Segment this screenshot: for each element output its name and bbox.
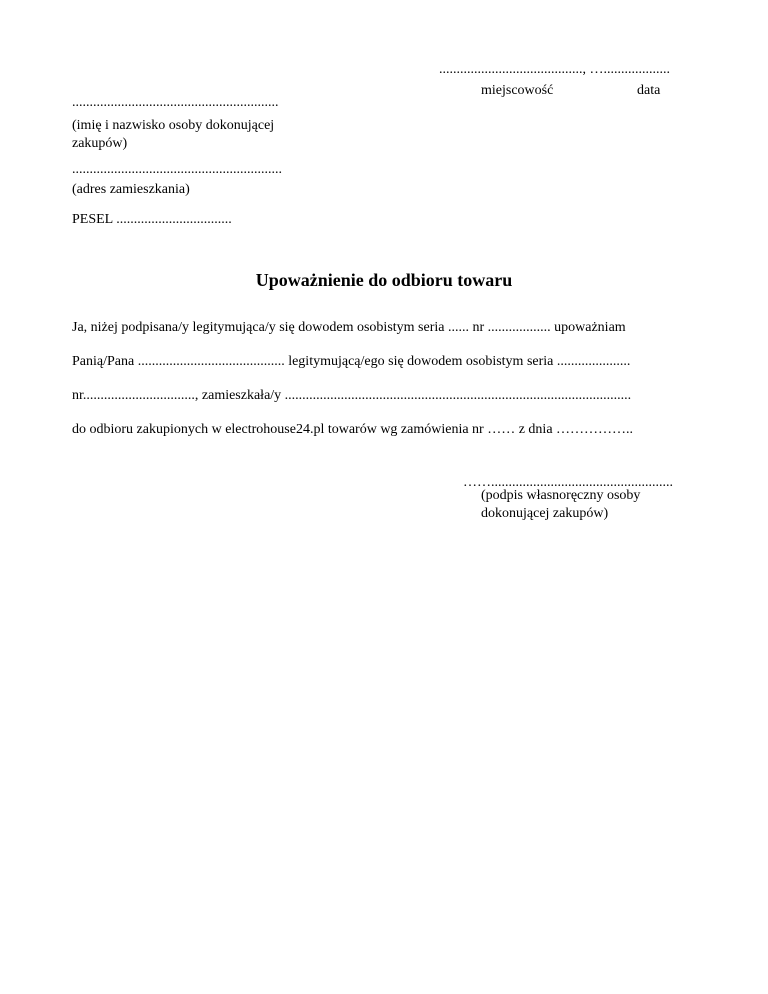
body-line-1: Ja, niżej podpisana/y legitymująca/y się dowodem osobistym seria ...... nr .................. upoważniam bbox=[72, 320, 626, 335]
signature-caption: (podpis własnoręczny osoby dokonującej zakupów) bbox=[481, 488, 641, 521]
date-label: data bbox=[637, 83, 661, 98]
name-caption: (imię i nazwisko osoby dokonującej zakupów) bbox=[72, 118, 275, 151]
signature-dots: …….................................................... bbox=[463, 475, 673, 490]
body-line-4: do odbioru zakupionych w electrohouse24.pl towarów wg zamówienia nr …… z dnia …………….. bbox=[72, 422, 634, 437]
name-dots: ........................................................... bbox=[72, 95, 279, 110]
address-dots: ............................................................ bbox=[72, 162, 282, 177]
pesel-line: PESEL ................................. bbox=[72, 212, 232, 227]
place-date-dots: ........................................., …................... bbox=[439, 62, 670, 77]
address-caption: (adres zamieszkania) bbox=[72, 182, 190, 197]
place-label: miejscowość bbox=[481, 83, 554, 98]
body-line-3: nr................................, zamieszkała/y ................................................................................................... bbox=[72, 388, 632, 403]
body-line-2: Panią/Pana .......................................... legitymującą/ego się dowodem osobistym seria ..................... bbox=[72, 354, 631, 369]
document-title: Upoważnienie do odbioru towaru bbox=[255, 270, 513, 290]
